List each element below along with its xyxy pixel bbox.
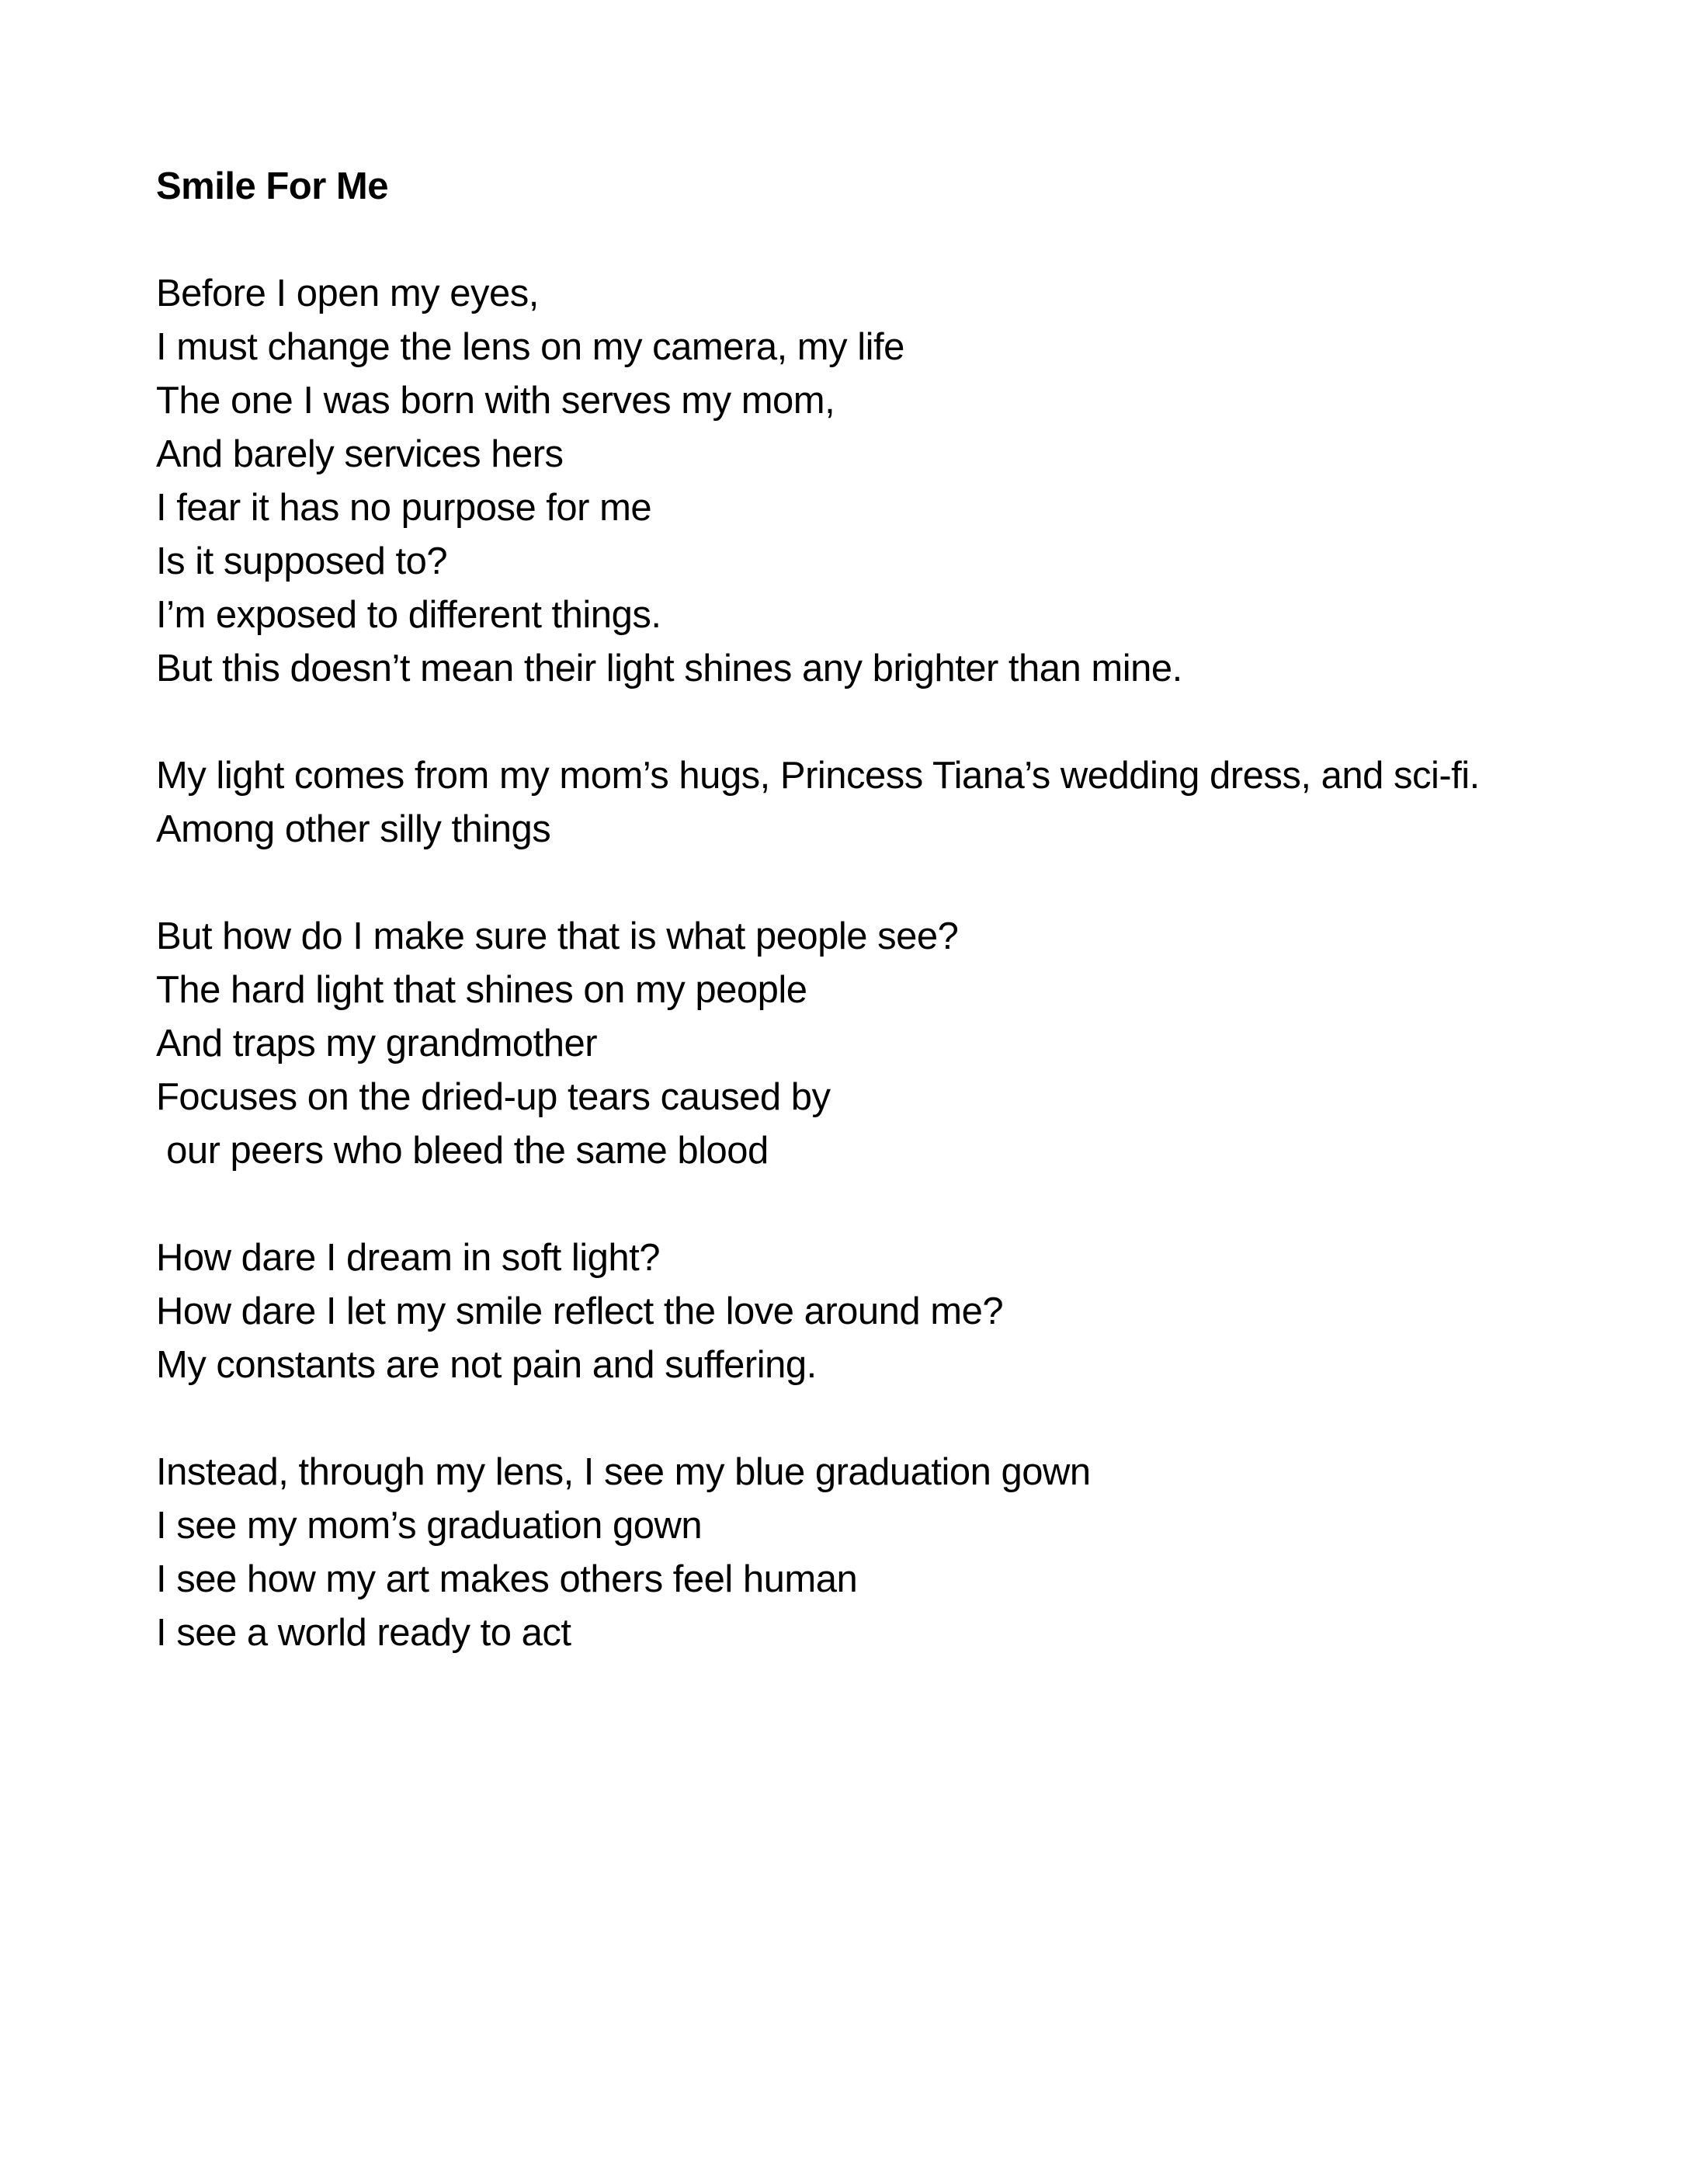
stanza-4 [156, 1231, 1631, 1392]
stanza-gap [156, 1392, 1631, 1446]
poem-line: our peers who bleed the same blood [156, 1130, 769, 1172]
poem-line: I see how my art makes others feel human [156, 1558, 858, 1600]
poem-line: Is it supposed to? [156, 540, 448, 582]
poem-line: Before I open my eyes, [156, 273, 539, 314]
stanza-gap [156, 1178, 1631, 1231]
stanza-5 [156, 1446, 1631, 1660]
poem-line: But this doesn’t mean their light shines any brighter than mine. [156, 648, 1182, 689]
poem-line: Instead, through my lens, I see my blue graduation gown [156, 1451, 1091, 1493]
poem [156, 160, 1631, 1660]
poem-line: And traps my grandmother [156, 1023, 598, 1064]
poem-line: I see a world ready to act [156, 1612, 571, 1654]
stanza-gap [156, 856, 1631, 910]
poem-line: I must change the lens on my camera, my life [156, 326, 904, 368]
poem-line: My light comes from my mom’s hugs, Princess Tiana’s wedding dress, and sci-fi. [156, 755, 1480, 797]
poem-line: I see my mom’s graduation gown [156, 1505, 703, 1547]
stanza-gap [156, 214, 1631, 267]
poem-line: How dare I let my smile reflect the love around me? [156, 1290, 1004, 1332]
poem-line: The hard light that shines on my people [156, 969, 807, 1011]
poem-title: Smile For Me [156, 165, 388, 207]
poem-line: Focuses on the dried-up tears caused by [156, 1076, 831, 1118]
poem-line: I’m exposed to different things. [156, 594, 661, 636]
poem-line: But how do I make sure that is what people see? [156, 915, 959, 957]
poem-line: And barely services hers [156, 433, 564, 475]
poem-line: I fear it has no purpose for me [156, 487, 652, 529]
poem-line: The one I was born with serves my mom, [156, 380, 835, 422]
poem-line: How dare I dream in soft light? [156, 1237, 661, 1279]
poem-line: Among other silly things [156, 808, 551, 850]
stanza-gap [156, 696, 1631, 749]
stanza-3 [156, 910, 1631, 1178]
stanza-1 [156, 267, 1631, 696]
poem-line: My constants are not pain and suffering. [156, 1344, 817, 1386]
stanza-2 [156, 749, 1631, 856]
